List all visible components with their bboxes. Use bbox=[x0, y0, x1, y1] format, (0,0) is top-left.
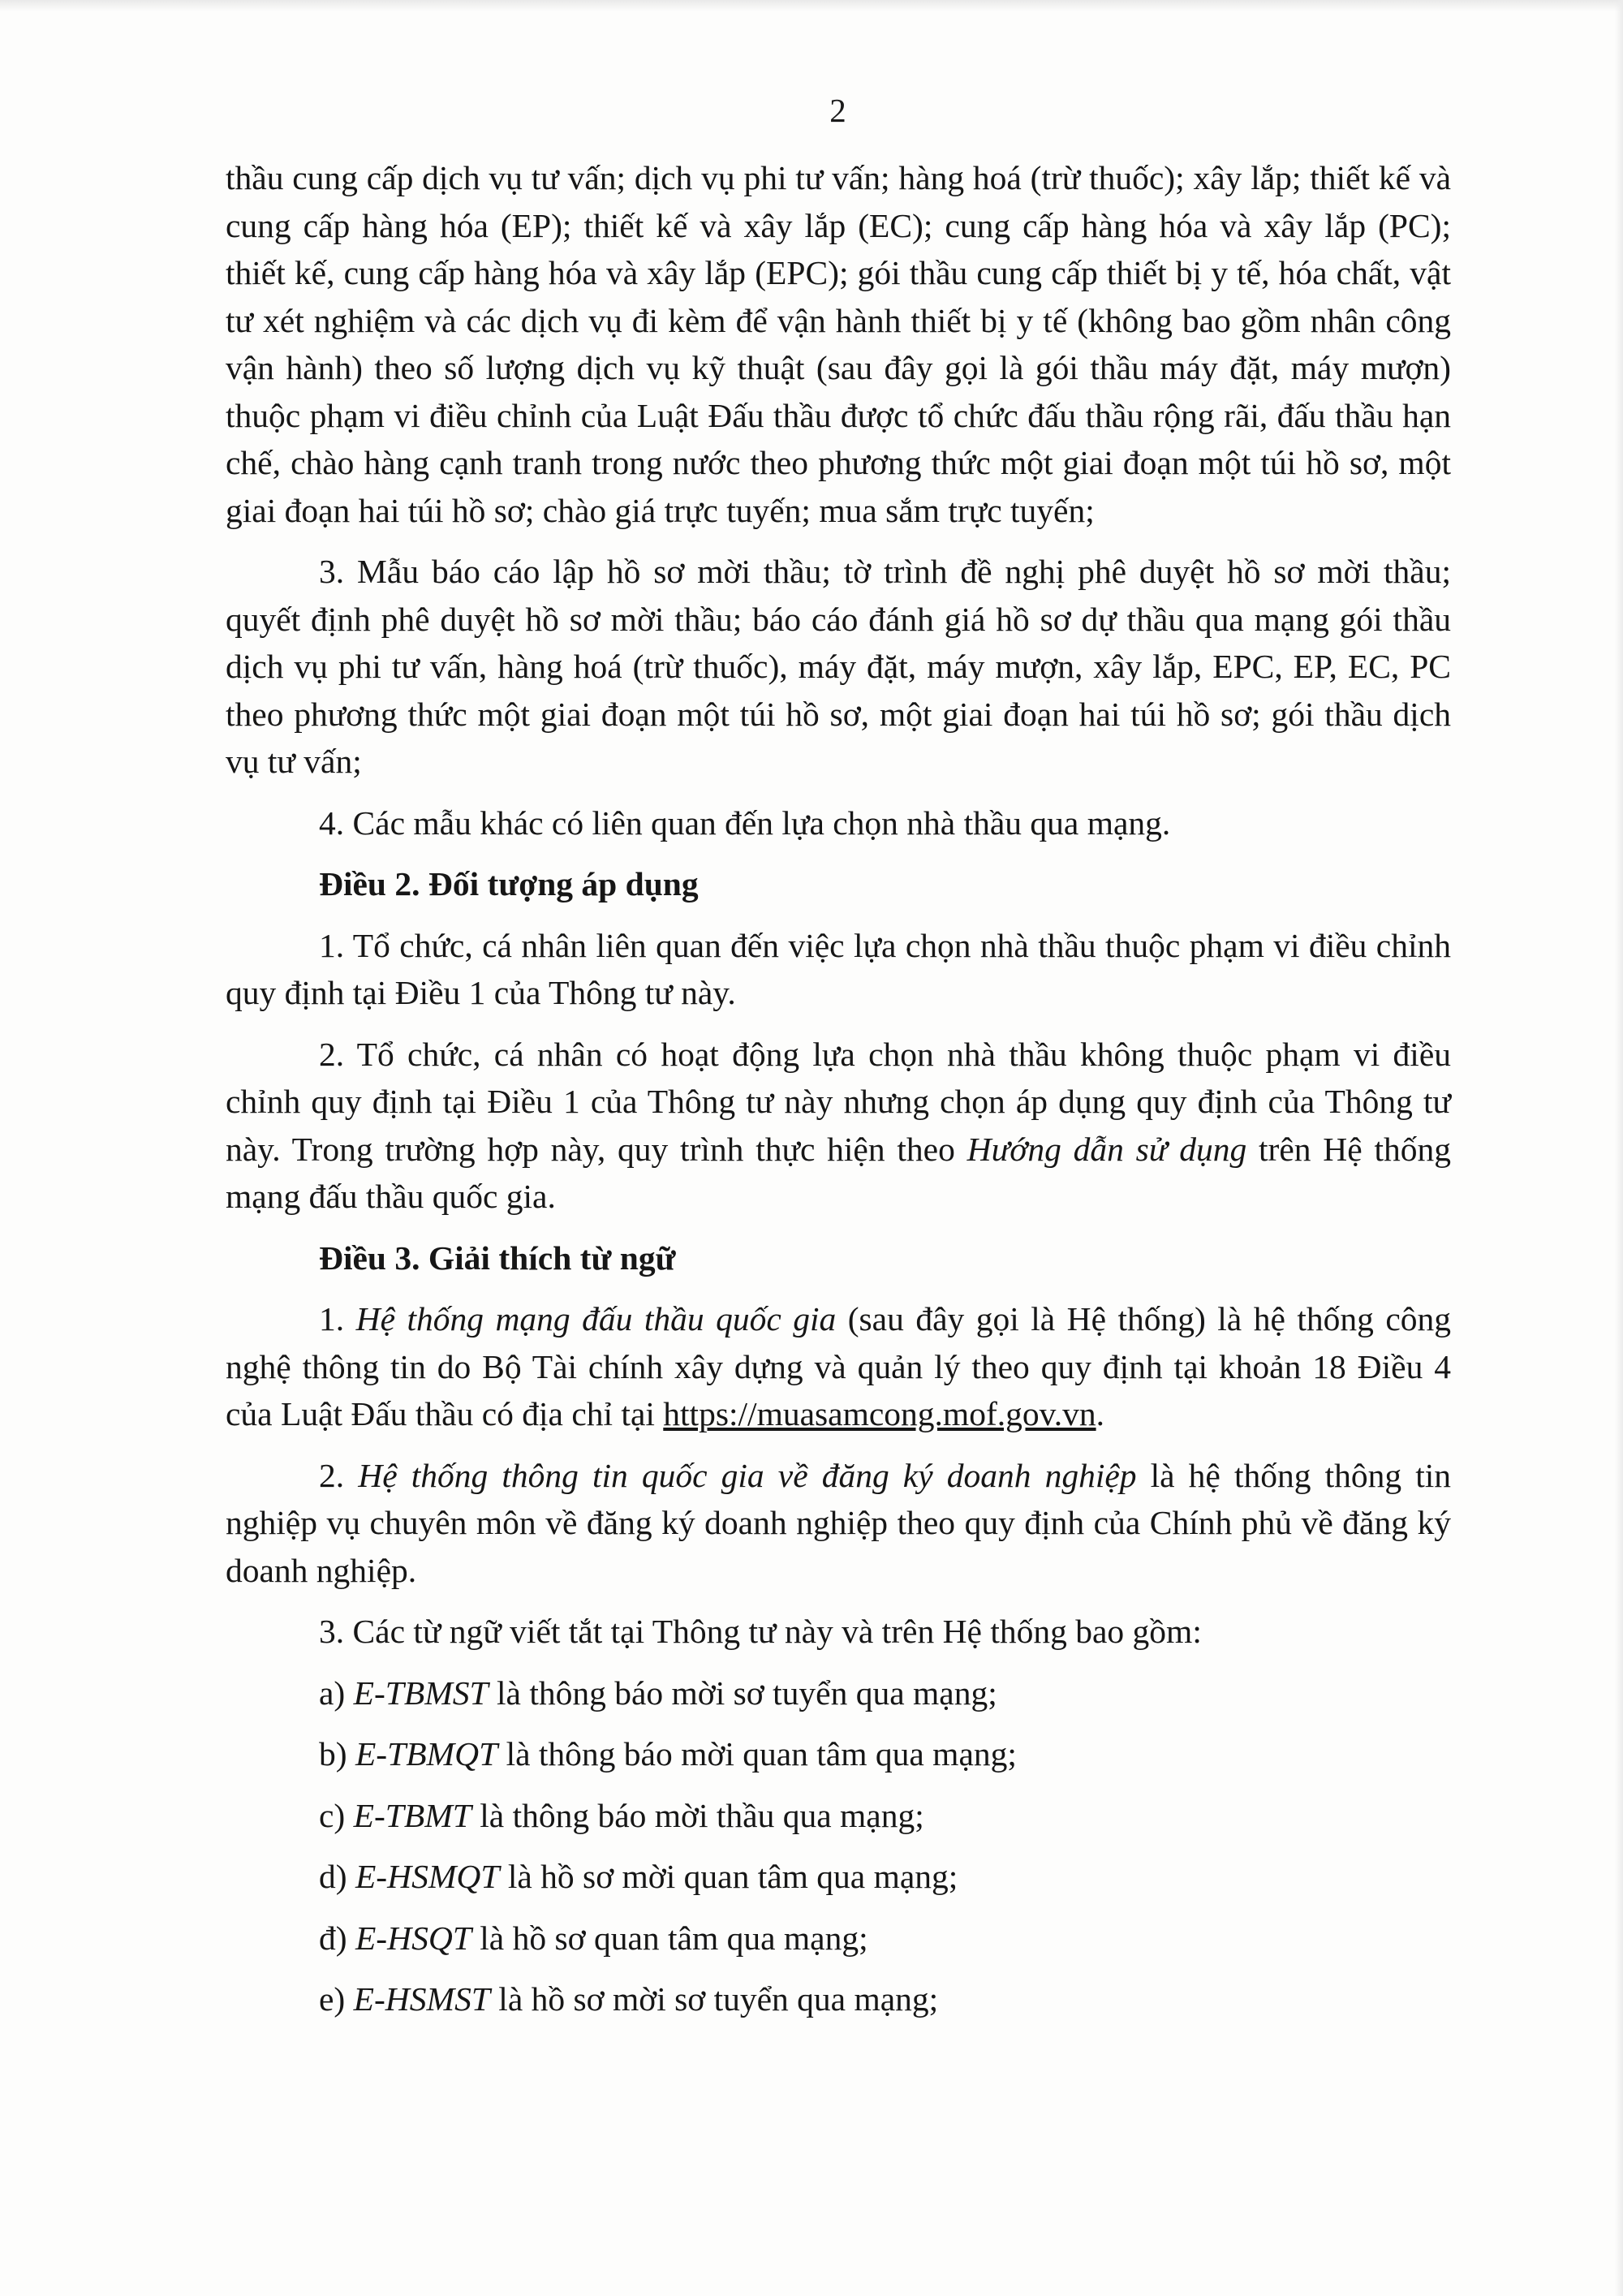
abbreviation-term: E-TBMT bbox=[353, 1796, 471, 1834]
article-3-item-1 bbox=[226, 1295, 1451, 1438]
article-2-item-2-text: 2. Tổ chức, cá nhân có hoạt động lựa chọn nhà thầu không thuộc phạm vi điều chỉnh quy định tại Điều 1 của Thông tư này nhưng chọn áp dụng quy định của Thông tư này. Trong trường hợp này, quy trình thực hiện theo bbox=[226, 1035, 1451, 1168]
article-3-item-2-text: là hệ thống thông tin nghiệp vụ chuyên môn về đăng ký doanh nghiệp theo quy định của Chính phủ về đăng ký doanh nghiệp. bbox=[226, 1456, 1451, 1589]
abbreviation-d bbox=[226, 1853, 1451, 1901]
article-3-item-1-text: (sau đây gọi là Hệ thống) là hệ thống công nghệ thông tin do Bộ Tài chính xây dựng và quản lý theo quy định tại khoản 18 Điều 4 của Luật Đấu thầu có địa chỉ tại bbox=[226, 1300, 1451, 1432]
abbreviation-b bbox=[226, 1730, 1451, 1778]
article-2-item-1: 1. Tổ chức, cá nhân liên quan đến việc lựa chọn nhà thầu thuộc phạm vi điều chỉnh quy định tại Điều 1 của Thông tư này. bbox=[226, 926, 1451, 1011]
abbreviation-definition: là hồ sơ mời quan tâm qua mạng; bbox=[499, 1858, 958, 1895]
article-3-item-1-end: . bbox=[1096, 1395, 1104, 1432]
article-3-item-2-number: 2. bbox=[319, 1456, 359, 1494]
article-3-heading: Điều 3. Giải thích từ ngữ bbox=[319, 1238, 676, 1277]
abbreviation-definition: là thông báo mời quan tâm qua mạng; bbox=[497, 1735, 1017, 1773]
abbreviation-definition: là hồ sơ mời sơ tuyển qua mạng; bbox=[489, 1980, 939, 2018]
abbreviation-prefix: d) bbox=[319, 1858, 355, 1895]
abbreviation-term: E-TBMST bbox=[353, 1674, 489, 1712]
abbreviation-e bbox=[226, 1975, 1451, 2023]
abbreviation-a bbox=[226, 1669, 1451, 1717]
abbreviation-definition: là hồ sơ quan tâm qua mạng; bbox=[471, 1919, 868, 1957]
abbreviation-prefix: c) bbox=[319, 1796, 354, 1834]
paragraph-item-3: 3. Mẫu báo cáo lập hồ sơ mời thầu; tờ trình đề nghị phê duyệt hồ sơ mời thầu; quyết định phê duyệt hồ sơ mời thầu; báo cáo đánh giá hồ sơ dự thầu qua mạng gói thầu dịch vụ phi tư vấn, hàng hoá (trừ thuốc), máy đặt, máy mượn, xây lắp, EPC, EP, EC, PC theo phương thức một giai đoạn một túi hồ sơ, một giai đoạn hai túi hồ sơ; gói thầu dịch vụ tư vấn; bbox=[226, 553, 1451, 780]
abbreviation-term: E-HSMST bbox=[353, 1980, 490, 2018]
abbreviation-dd bbox=[226, 1915, 1451, 1962]
article-2-item-2-tail: trên Hệ thống mạng đấu thầu quốc gia. bbox=[226, 1130, 1451, 1215]
portal-url-link[interactable]: https://muasamcong.mof.gov.vn bbox=[663, 1395, 1096, 1432]
scan-edge-right bbox=[1615, 0, 1623, 2296]
article-2-item-2 bbox=[226, 1031, 1451, 1221]
paragraph-continuation: thầu cung cấp dịch vụ tư vấn; dịch vụ phi tư vấn; hàng hoá (trừ thuốc); xây lắp; thiết kế và cung cấp hàng hóa (EP); thiết kế và xây lắp (EC); cung cấp hàng hóa và xây lắp (PC); thiết kế, cung cấp hàng hóa và xây lắp (EPC); gói thầu cung cấp thiết bị y tế, hóa chất, vật tư xét nghiệm và các dịch vụ đi kèm để vận hành thiết bị y tế (không bao gồm nhân công vận hành) theo số lượng dịch vụ kỹ thuật (sau đây gọi là gói thầu máy đặt, máy mượn) thuộc phạm vi điều chỉnh của Luật Đấu thầu được tổ chức đấu thầu rộng rãi, đấu thầu hạn chế, chào hàng cạnh tranh trong nước theo phương thức một giai đoạn một túi hồ sơ, một giai đoạn hai túi hồ sơ; chào giá trực tuyến; mua sắm trực tuyến; bbox=[226, 159, 1451, 529]
abbreviation-prefix: a) bbox=[319, 1674, 354, 1712]
paragraph-item-4: 4. Các mẫu khác có liên quan đến lựa chọn nhà thầu qua mạng. bbox=[319, 803, 1171, 842]
abbreviation-c bbox=[226, 1792, 1451, 1840]
abbreviation-prefix: đ) bbox=[319, 1919, 355, 1957]
abbreviation-prefix: e) bbox=[319, 1980, 354, 2018]
page-number: 2 bbox=[829, 92, 846, 129]
article-3-item-1-term: Hệ thống mạng đấu thầu quốc gia bbox=[355, 1300, 837, 1338]
abbreviation-term: E-TBMQT bbox=[355, 1735, 498, 1773]
article-3-item-2-term: Hệ thống thông tin quốc gia về đăng ký doanh nghiệp bbox=[358, 1456, 1137, 1494]
scan-edge-top bbox=[0, 0, 1623, 11]
article-3-item-1-number: 1. bbox=[319, 1300, 356, 1338]
article-3-item-3: 3. Các từ ngữ viết tắt tại Thông tư này và trên Hệ thống bao gồm: bbox=[319, 1613, 1202, 1650]
abbreviation-term: E-HSMQT bbox=[355, 1858, 500, 1895]
article-2-heading: Điều 2. Đối tượng áp dụng bbox=[319, 865, 699, 902]
abbreviation-prefix: b) bbox=[319, 1735, 355, 1773]
article-2-item-2-italic: Hướng dẫn sử dụng bbox=[966, 1130, 1247, 1168]
article-3-item-2 bbox=[226, 1452, 1451, 1595]
abbreviation-term: E-HSQT bbox=[355, 1919, 471, 1957]
abbreviation-definition: là thông báo mời thầu qua mạng; bbox=[471, 1796, 924, 1834]
abbreviation-definition: là thông báo mời sơ tuyển qua mạng; bbox=[488, 1674, 997, 1712]
document-body bbox=[226, 154, 1451, 2023]
